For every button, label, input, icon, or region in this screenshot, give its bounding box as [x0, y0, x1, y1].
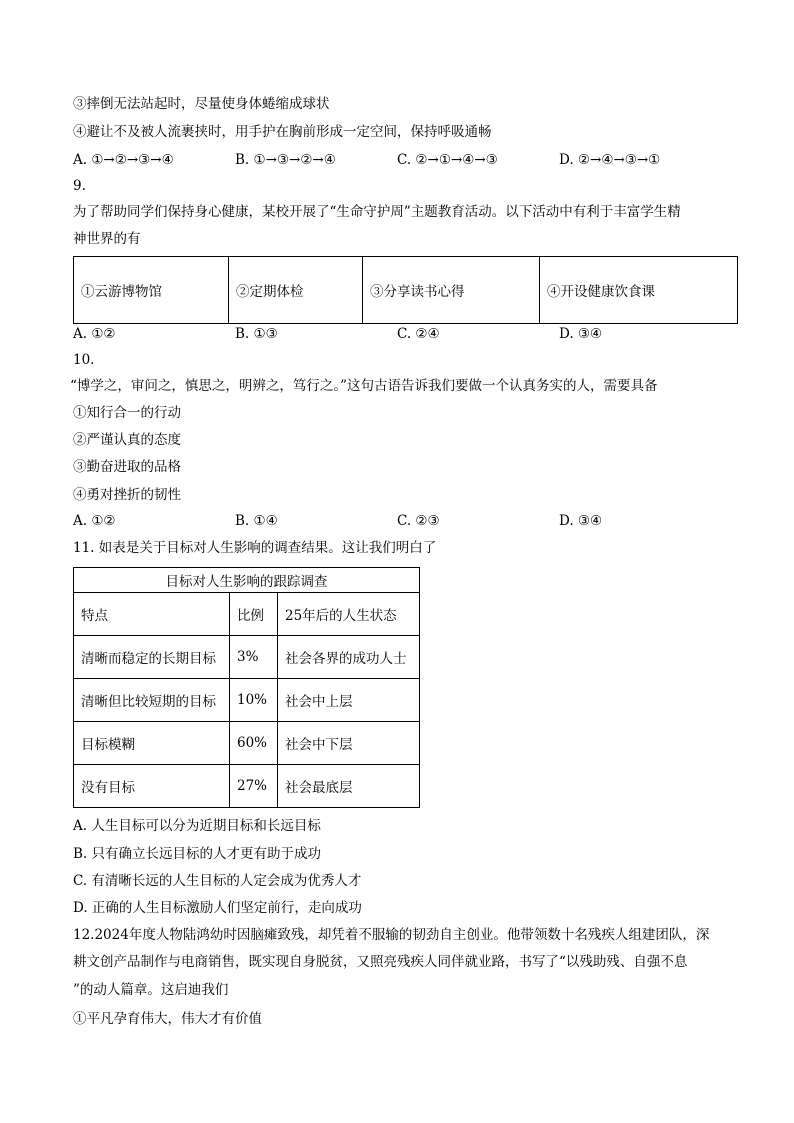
q12-item-1: ①平凡孕育伟大，伟大才有价值: [73, 1011, 262, 1027]
q10-item-1: ①知行合一的行动: [73, 405, 181, 421]
table-row: [74, 765, 420, 808]
q12-stem-line-1: 12.2024年度人物陆鸿幼时因脑瘫致残，却凭着不服输的韧劲自主创业。他带领数十名残疾人组建团队，深: [73, 927, 710, 943]
q9-stem-line-1: 为了帮助同学们保持身心健康，某校开展了“生命守护周”主题教育活动。以下活动中有利于丰富学生精: [73, 204, 681, 220]
q11-cell-status: 社会中下层: [278, 722, 420, 765]
q12-stem-line-3: ”的动人篇章。这启迪我们: [73, 982, 229, 998]
q9-activity-3: ③分享读书心得: [363, 257, 540, 324]
q11-header-ratio: 比例: [230, 593, 278, 636]
q12-stem-line-2: 耕文创产品制作与电商销售，既实现自身脱贫，又照亮残疾人同伴就业路，书写了“以残助残、自强不息: [73, 954, 688, 970]
q11-cell-ratio: 10%: [230, 679, 278, 722]
q10-number: 10.: [73, 352, 95, 368]
q8-option-a[interactable]: A. ①→②→③→④: [73, 152, 174, 168]
q9-option-c[interactable]: C. ②④: [397, 326, 440, 342]
q9-option-a[interactable]: A. ①②: [73, 326, 116, 342]
table-row: [74, 636, 420, 679]
q11-survey-table: [73, 567, 420, 808]
q10-item-3: ③勤奋进取的品格: [73, 459, 181, 475]
q11-header-feature: 特点: [74, 593, 230, 636]
q9-activity-4: ④开设健康饮食课: [540, 257, 738, 324]
q10-options: [73, 512, 733, 530]
q11-option-c[interactable]: C. 有清晰长远的人生目标的人定会成为优秀人才: [73, 873, 362, 889]
q11-cell-feature: 清晰但比较短期的目标: [74, 679, 230, 722]
q8-option-d[interactable]: D. ②→④→③→①: [559, 152, 661, 168]
q10-item-2: ②严谨认真的态度: [73, 432, 181, 448]
q8-item-3: ③摔倒无法站起时，尽量使身体蜷缩成球状: [73, 96, 330, 112]
q10-option-a[interactable]: A. ①②: [73, 513, 116, 529]
q10-item-4: ④勇对挫折的韧性: [73, 487, 181, 503]
q11-option-b[interactable]: B. 只有确立长远目标的人才更有助于成功: [73, 846, 322, 862]
q11-stem: 11. 如表是关于目标对人生影响的调查结果。这让我们明白了: [73, 540, 437, 556]
q11-table-title: 目标对人生影响的跟踪调查: [74, 568, 420, 593]
q11-header-status: 25年后的人生状态: [278, 593, 420, 636]
q11-cell-feature: 没有目标: [74, 765, 230, 808]
q11-cell-status: 社会各界的成功人士: [278, 636, 420, 679]
q8-option-c[interactable]: C. ②→①→④→③: [397, 152, 498, 168]
table-row: [74, 679, 420, 722]
q11-option-a[interactable]: A. 人生目标可以分为近期目标和长远目标: [73, 818, 321, 834]
q9-option-b[interactable]: B. ①③: [235, 326, 278, 342]
q9-activity-1: ①云游博物馆: [74, 257, 229, 324]
q11-cell-status: 社会最底层: [278, 765, 420, 808]
table-row: [74, 722, 420, 765]
q8-item-4: ④避让不及被人流裹挟时，用手护在胸前形成一定空间，保持呼吸通畅: [73, 124, 492, 140]
q11-cell-ratio: 3%: [230, 636, 278, 679]
q11-cell-feature: 目标模糊: [74, 722, 230, 765]
q11-option-d[interactable]: D. 正确的人生目标激励人们坚定前行，走向成功: [73, 900, 362, 916]
q9-number: 9.: [73, 178, 86, 194]
q9-option-d[interactable]: D. ③④: [559, 326, 603, 342]
q9-activity-table: [73, 256, 738, 324]
q10-option-c[interactable]: C. ②③: [397, 513, 440, 529]
q9-activity-2: ②定期体检: [229, 257, 363, 324]
q9-options: [73, 325, 733, 343]
q10-option-d[interactable]: D. ③④: [559, 513, 603, 529]
q8-option-b[interactable]: B. ①→③→②→④: [235, 152, 336, 168]
q11-cell-ratio: 27%: [230, 765, 278, 808]
q11-cell-ratio: 60%: [230, 722, 278, 765]
q9-stem-line-2: 神世界的有: [73, 231, 141, 247]
q11-cell-status: 社会中上层: [278, 679, 420, 722]
q10-stem: “博学之，审问之，慎思之，明辨之，笃行之。”这句古语告诉我们要做一个认真务实的人，需要具备: [70, 378, 658, 394]
q10-option-b[interactable]: B. ①④: [235, 513, 278, 529]
q11-cell-feature: 清晰而稳定的长期目标: [74, 636, 230, 679]
q8-options: [73, 151, 733, 169]
